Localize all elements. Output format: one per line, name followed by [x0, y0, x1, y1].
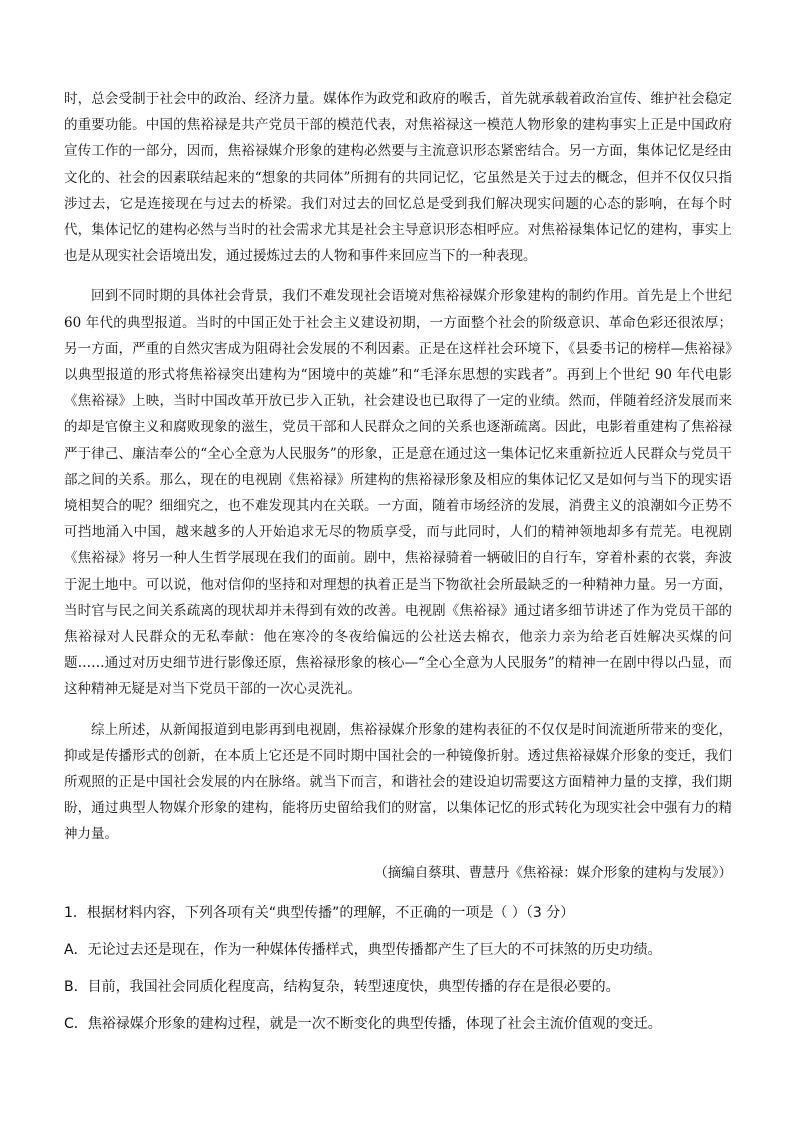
- article-paragraph-2: 回到不同时期的具体社会背景，我们不难发现社会语境对焦裕禄媒介形象建构的制约作用。首先是上个世纪 60 年代的典型报道。当时的中国正处于社会主义建设初期，一方面整个社会的阶级意识、革命色彩还很浓厚；另一方面，严重的自然灾害成为阻碍社会发展的不利因素。正是在这样社会环境下，《县委书记的榜样—焦裕禄》以典型报道的形式将焦裕禄突出建构为“困境中的英雄”和“毛泽东思想的实践者”。再到上个世纪 90 年代电影《焦裕禄》上映，当时中国改革开放已步入正轨，社会建设也已取得了一定的业绩。然而，伴随着经济发展而来的却是官僚主义和腐败现象的滋生，党员干部和人民群众之间的关系也逐渐疏离。因此，电影着重建构了焦裕禄严于律己、廉洁奉公的“全心全意为人民服务”的形象，正是意在通过这一集体记忆来重新拉近人民群众与党员干部之间的关系。那么，现在的电视剧《焦裕禄》所建构的焦裕禄形象及相应的集体记忆又是如何与当下的现实语境相契合的呢？细细究之，也不难发现其内在关联。一方面，随着市场经济的发展，消费主义的浪潮如今正势不可挡地涌入中国，越来越多的人开始追求无尽的物质享受，而与此同时，人们的精神领地却多有荒芜。电视剧《焦裕禄》将另一种人生哲学展现在我们的面前。剧中，焦裕禄骑着一辆破旧的自行车，穿着朴素的衣裳，奔波于泥土地中。可以说，他对信仰的坚持和对理想的执着正是当下物欲社会所最缺乏的一种精神力量。另一方面，当时官与民之间关系疏离的现状却并未得到有效的改善。电视剧《焦裕禄》通过诸多细节讲述了作为党员干部的焦裕禄对人民群众的无私奉献：他在寒冷的冬夜给偏远的公社送去棉衣，他亲力亲为给老百姓解决买煤的问题……通过对历史细节进行影像还原，焦裕禄形象的核心—“全心全意为人民服务”的精神一在剧中得以凸显，而这种精神无疑是对当下党员干部的一次心灵洗礼。: [64, 288, 732, 698]
- article-source: （摘编自蔡琪、曹慧丹《焦裕禄：媒介形象的建构与发展》）: [374, 864, 732, 881]
- article-paragraph-3: 综上所述，从新闻报道到电影再到电视剧，焦裕禄媒介形象的建构表征的不仅仅是时间流逝所带来的变化，抑或是传播形式的创新，在本质上它还是不同时期中国社会的一种镜像折射。透过焦裕禄媒介形象的变迁，我们所观照的正是中国社会发展的内在脉络。就当下而言，和谐社会的建设迫切需要这方面精神力量的支撑，我们期盼，通过典型人物媒介形象的建构，能将历史留给我们的财富，以集体记忆的形式转化为现实社会中强有力的精神力量。: [64, 721, 732, 843]
- document-page: [64, 86, 732, 1035]
- option-a: A．无论过去还是现在，作为一种媒体传播样式，典型传播都产生了巨大的不可抹煞的历史功绩。: [64, 941, 662, 958]
- option-c: C．焦裕禄媒介形象的建构过程，就是一次不断变化的典型传播，体现了社会主流价值观的变迁。: [64, 1015, 662, 1032]
- question-stem: 1．根据材料内容，下列各项有关“典型传播”的理解，不正确的一项是（ ）（3 分）: [64, 904, 575, 921]
- article-paragraph-1: 时，总会受制于社会中的政治、经济力量。媒体作为政党和政府的喉舌，首先就承载着政治宣传、维护社会稳定的重要功能。中国的焦裕禄是共产党员干部的模范代表，对焦裕禄这一模范人物形象的建构事实上正是中国政府宣传工作的一部分，因而，焦裕禄媒介形象的建构必然要与主流意识形态紧密结合。另一方面，集体记忆是经由文化的、社会的因素联结起来的“想象的共同体”所拥有的共同记忆，它虽然是关于过去的概念，但并不仅仅只指涉过去，它是连接现在与过去的桥梁。我们对过去的回忆总是受到我们解决现实问题的心态的影响，在每个时代，集体记忆的建构必然与当时的社会需求尤其是社会主导意识形态相呼应。对焦裕禄集体记忆的建构，事实上也是从现实社会语境出发，通过援炼过去的人物和事件来回应当下的一种表现。: [64, 91, 732, 265]
- option-b: B．目前，我国社会同质化程度高，结构复杂，转型速度快，典型传播的存在是很必要的。: [64, 978, 620, 995]
